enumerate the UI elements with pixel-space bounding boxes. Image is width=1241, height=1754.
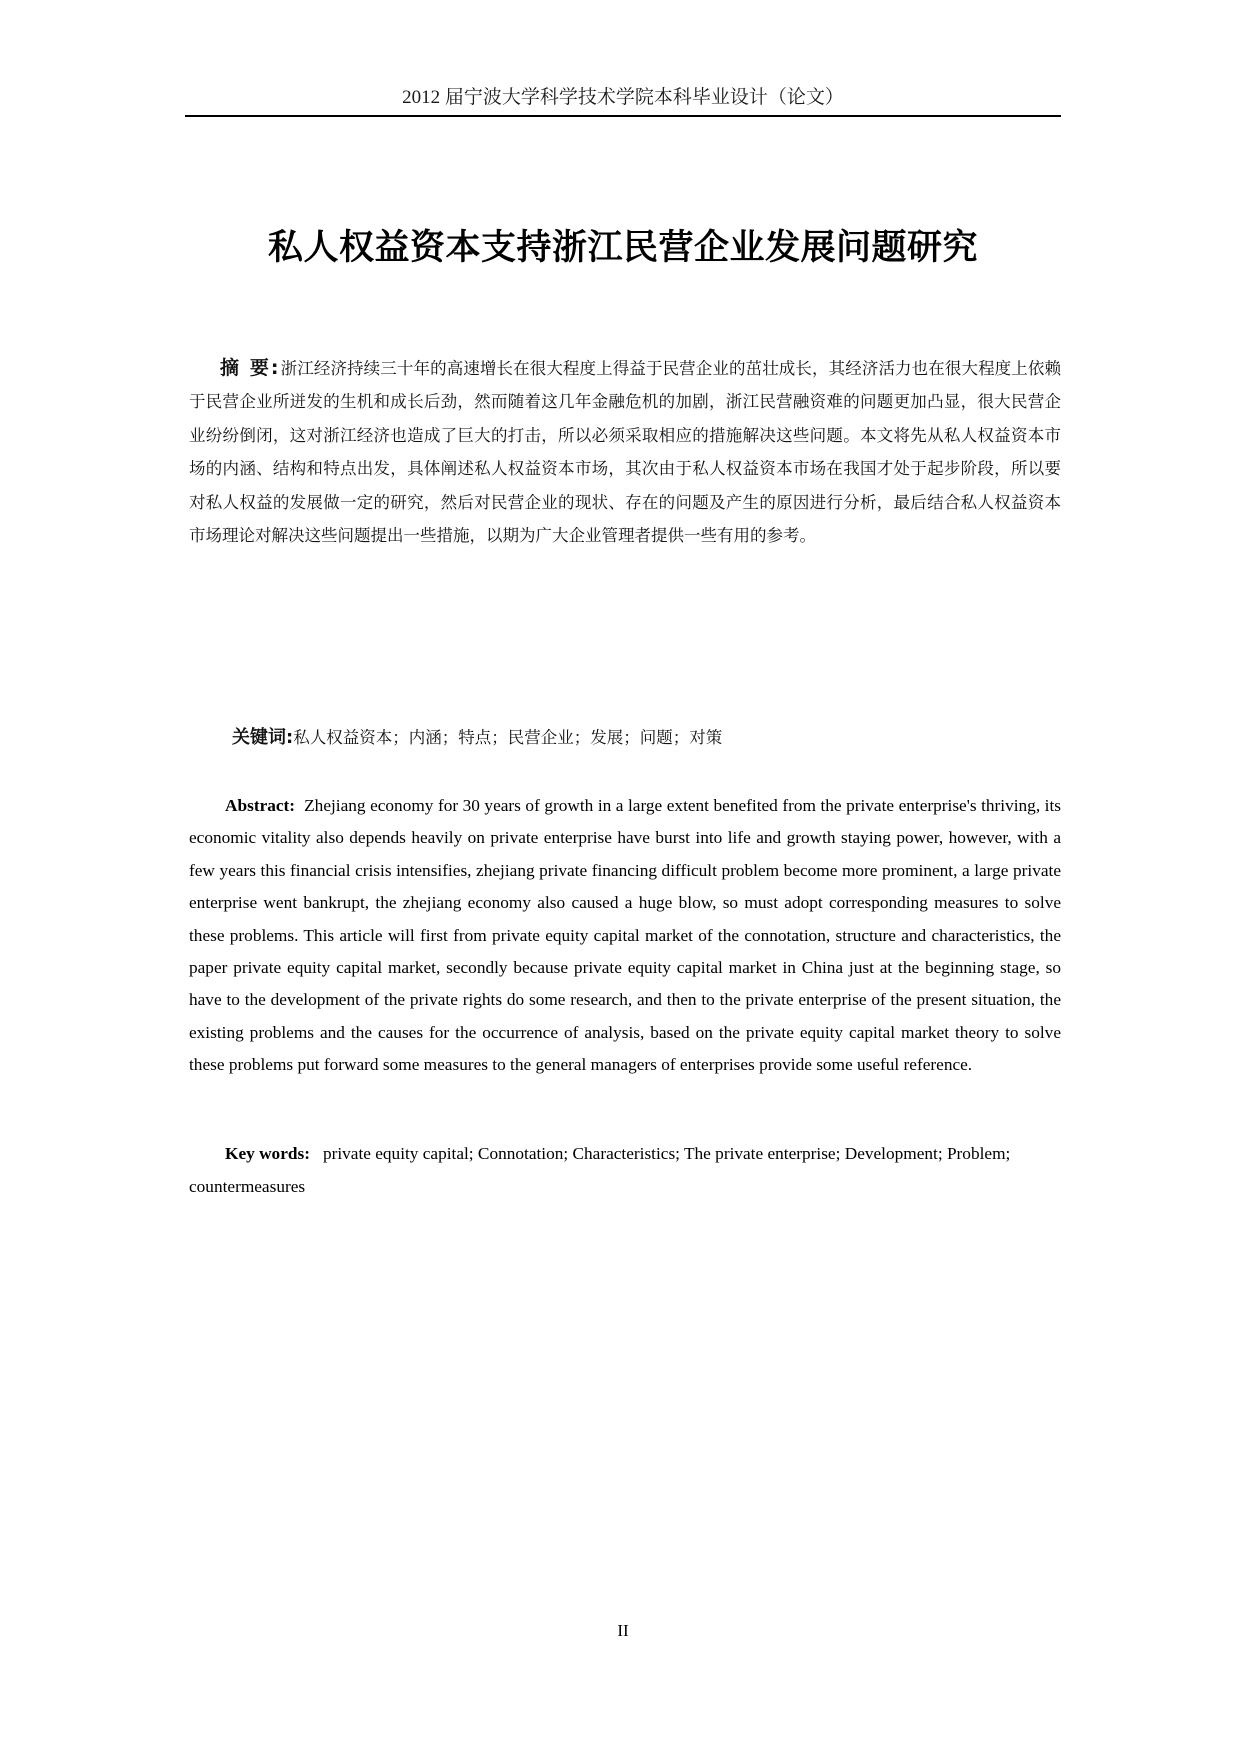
- header-rule: [185, 115, 1061, 117]
- chinese-abstract-label: 摘 要:: [220, 357, 281, 379]
- page-number: II: [617, 1621, 629, 1640]
- running-header: 2012 届宁波大学科学技术学院本科毕业设计（论文）: [402, 87, 844, 108]
- english-keywords-text: private equity capital; Connotation; Characteristics; The private enterprise; Development; Problem; countermeasures: [189, 1144, 1011, 1196]
- english-keywords-label: Key words:: [225, 1144, 310, 1163]
- english-abstract-label: Abstract:: [225, 796, 296, 815]
- english-keywords: [189, 1137, 1061, 1203]
- english-abstract: [189, 790, 1061, 1082]
- chinese-abstract-text: 浙江经济持续三十年的高速增长在很大程度上得益于民营企业的茁壮成长，其经济活力也在很大程度上依赖于民营企业所迸发的生机和成长后劲，然而随着这几年金融危机的加剧，浙江民营融资难的问题更加凸显，很大民营企业纷纷倒闭，这对浙江经济也造成了巨大的打击，所以必须采取相应的措施解决这些问题。本文将先从私人权益资本市场的内涵、结构和特点出发，具体阐述私人权益资本市场，其次由于私人权益资本市场在我国才处于起步阶段，所以要对私人权益的发展做一定的研究，然后对民营企业的现状、存在的问题及产生的原因进行分析，最后结合私人权益资本市场理论对解决这些问题提出一些措施，以期为广大企业管理者提供一些有用的参考。: [189, 359, 1061, 546]
- chinese-keywords-label: 关键词:: [232, 727, 294, 748]
- english-abstract-text: Zhejiang economy for 30 years of growth in a large extent benefited from the private enterprise's thriving, its economic vitality also depends heavily on private enterprise have burst into life and growth staying power, however, with a few years this financial crisis intensifies, zhejiang private financing difficult problem become more prominent, a large private enterprise went bankrupt, the zhejiang economy also caused a huge blow, so must adopt corresponding measures to solve these problems. This article will first from private equity capital market of the connotation, structure and characteristics, the paper private equity capital market, secondly because private equity capital market in China just at the beginning stage, so have to the development of the private rights do some research, and then to the private enterprise of the present situation, the existing problems and the causes for the occurrence of analysis, based on the private equity capital market theory to solve these problems put forward some measures to the general managers of enterprises provide some useful reference.: [189, 796, 1061, 1075]
- chinese-keywords-text: 私人权益资本；内涵；特点；民营企业；发展；问题；对策: [293, 728, 723, 747]
- chinese-abstract: [189, 352, 1061, 552]
- chinese-keywords: [232, 723, 1061, 753]
- document-title: 私人权益资本支持浙江民营企业发展问题研究: [267, 228, 978, 268]
